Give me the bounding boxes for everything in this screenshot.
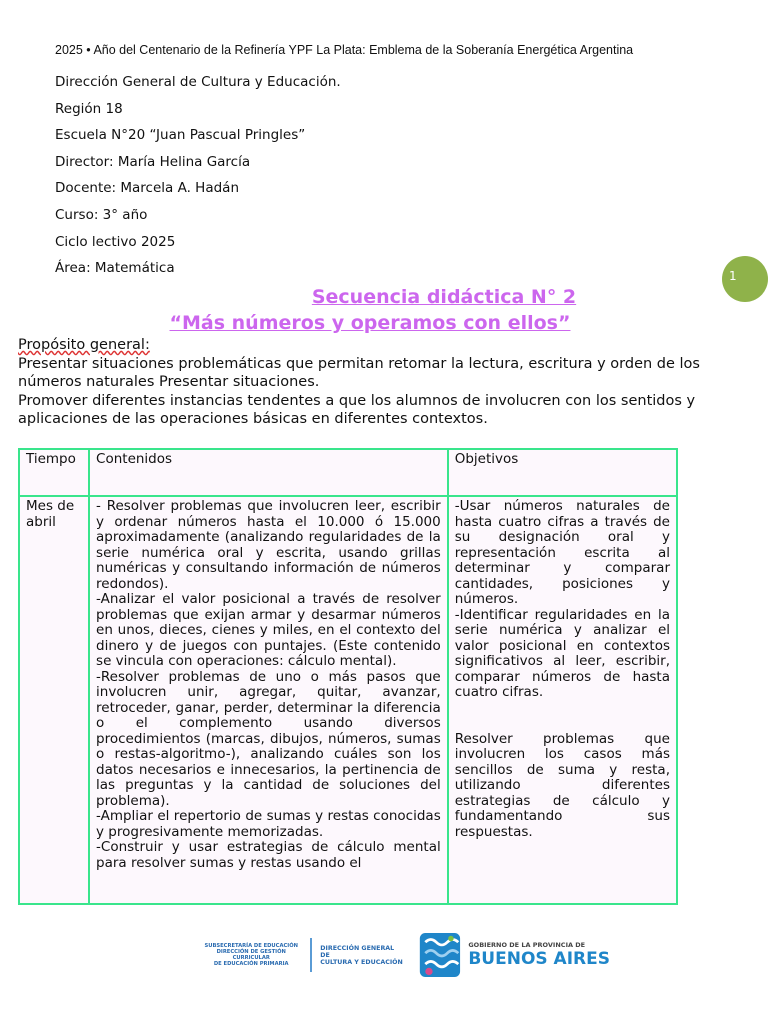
content-item: -Analizar el valor posicional a través de resolver problemas que exijan armar y desarmar números en unos, dieces, cienes y miles, en el contexto del dinero y de juegos con puntajes. (Este contenido se vincula con operaciones: cálculo mental). (96, 591, 441, 669)
plan-table (18, 448, 678, 905)
header-objetivos: Objetivos (448, 449, 677, 496)
table-header-row (19, 449, 677, 496)
info-ciclo: Ciclo lectivo 2025 (55, 233, 176, 250)
cell-contenidos (89, 496, 448, 904)
cell-objetivos (448, 496, 677, 904)
content-item: - Resolver problemas que involucren leer, escribir y ordenar números hasta el 10.000 ó 15.000 aproximadamente (analizando regularidades de la serie numérica oral y escrita, usando grillas numéricas y consultando información de números redondos). (96, 498, 441, 592)
info-curso: Curso: 3° año (55, 206, 148, 223)
sequence-title: Secuencia didáctica N° 2 (311, 286, 577, 308)
table-row (19, 496, 677, 904)
gobierno-logo: GOBIERNO DE LA PROVINCIA DE BUENOS AIRES (468, 941, 610, 969)
content-item: -Resolver problemas de uno o más pasos que involucren unir, agregar, quitar, avanzar, retroceder, ganar, perder, determinar la diferencia o el complemento usando diversos procedimientos (marcas, dibujos, números, sumas o restas-algoritmo-), analizando cuáles son los datos necesarios e innecesarios, la pertinencia de las preguntas y la cantidad de soluciones del problema). (96, 668, 441, 809)
objective-item: -Usar números naturales de hasta cuatro cifras a través de su designación oral y representación escrita al determinar y comparar cantidades, posiciones y números. (454, 498, 670, 607)
sequence-subtitle: “Más números y operamos con ellos” (169, 312, 571, 334)
objective-item: Resolver problemas que involucren los casos más sencillos de suma y resta, utilizando diferentes estrategias de cálculo y fundamentando sus respuestas. (454, 730, 670, 840)
purpose-section (18, 336, 730, 429)
info-escuela: Escuela N°20 “Juan Pascual Pringles” (55, 127, 306, 144)
purpose-paragraph-1: Presentar situaciones problemáticas que permitan retomar la lectura, escritura y orden de los números naturales Presentar situaciones. (18, 355, 700, 390)
cell-tiempo: Mes de abril (19, 496, 89, 904)
province-emblem-icon (418, 927, 462, 983)
info-director: Director: María Helina García (55, 153, 251, 170)
page-number-badge: 1 (722, 256, 768, 302)
objective-item: -Identificar regularidades en la serie numérica y analizar el valor posicional en contextos significativos al leer, escribir, comparar números de hasta cuatro cifras. (454, 606, 670, 700)
info-docente: Docente: Marcela A. Hadán (55, 180, 239, 197)
info-region: Región 18 (55, 100, 123, 117)
header-tiempo: Tiempo (19, 449, 89, 496)
purpose-label: Propósito general: (18, 337, 150, 353)
subsecretaria-logo: SUBSECRETARÍA DE EDUCACIÓN DIRECCIÓN DE GESTIÓN CURRICULAR DE EDUCACIÓN PRIMARIA (204, 943, 298, 967)
header-line: 2025 • Año del Centenario de la Refinería YPF La Plata: Emblema de la Soberanía Energética Argentina (55, 43, 634, 57)
header-contenidos: Contenidos (89, 449, 448, 496)
footer-divider (310, 938, 312, 972)
content-item: -Construir y usar estrategias de cálculo mental para resolver sumas y restas usando el (96, 839, 441, 871)
footer-logos (200, 924, 610, 986)
purpose-paragraph-2: Promover diferentes instancias tendentes a que los alumnos de involucren con los sentidos y aplicaciones de las operaciones básicas en diferentes contextos. (18, 392, 696, 427)
info-direccion: Dirección General de Cultura y Educación. (55, 74, 341, 90)
content-item: -Ampliar el repertorio de sumas y restas conocidas y progresivamente memorizadas. (96, 808, 441, 840)
dgce-logo: DIRECCIÓN GENERAL DE CULTURA Y EDUCACIÓN (320, 944, 403, 966)
school-info (55, 72, 341, 285)
info-area: Área: Matemática (55, 260, 175, 277)
